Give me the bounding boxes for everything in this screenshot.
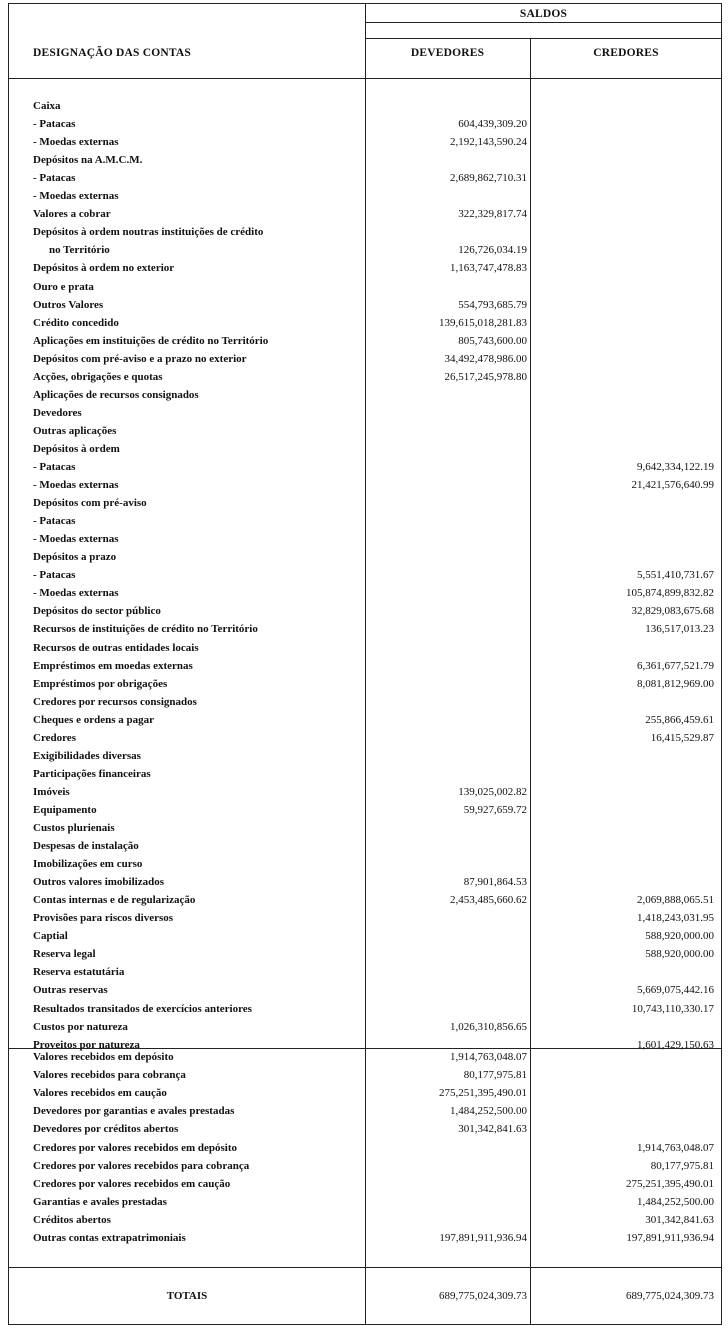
table-row <box>9 584 723 602</box>
debit-value: 2,689,862,710.31 <box>450 172 527 185</box>
account-label: Custos plurienais <box>33 822 115 834</box>
table-row <box>9 819 723 837</box>
table-row <box>9 639 723 657</box>
account-label: Aplicações de recursos consignados <box>33 388 199 401</box>
credit-value: 1,601,429,150.63 <box>637 1038 714 1051</box>
table-row <box>9 278 723 296</box>
account-label: Outras aplicações <box>33 424 117 437</box>
table-row <box>9 1229 723 1247</box>
table-row <box>9 1084 723 1102</box>
table-row <box>9 1000 723 1018</box>
table-row <box>9 981 723 999</box>
balance-table <box>8 3 722 1325</box>
account-label: Depósitos à ordem noutras instituições de crédito <box>33 226 264 239</box>
debit-value: 87,901,864.53 <box>463 876 527 889</box>
account-label: Reserva estatutária <box>33 966 125 979</box>
table-row <box>9 1193 723 1211</box>
account-label: Devedores <box>33 406 82 419</box>
account-label: Despesas de instalação <box>33 840 139 853</box>
credit-value: 1,418,243,031.95 <box>637 912 714 925</box>
saldos-underline <box>365 22 722 23</box>
table-row <box>9 657 723 675</box>
table-row <box>9 368 723 386</box>
table-row <box>9 404 723 422</box>
account-label: Aplicações em instituições de crédito no Território <box>33 334 269 347</box>
credit-value: 588,920,000.00 <box>645 930 714 943</box>
debit-value: 139,025,002.82 <box>458 785 527 798</box>
account-label: - Patacas <box>33 118 76 131</box>
account-label: Depósitos a prazo <box>33 551 117 564</box>
debit-value: 126,726,034.19 <box>458 244 527 257</box>
account-label: Reserva legal <box>33 948 96 961</box>
table-row <box>9 241 723 259</box>
table-row <box>9 1211 723 1229</box>
account-label: Caixa <box>33 100 61 112</box>
totals-row <box>9 1287 723 1307</box>
table-row <box>9 675 723 693</box>
debit-value: 139,615,018,281.83 <box>439 316 527 329</box>
header-bottom-line <box>9 78 722 79</box>
account-label: Proveitos por natureza <box>33 1038 140 1051</box>
table-row <box>9 205 723 223</box>
account-label: Credores por valores recebidos em caução <box>33 1177 231 1190</box>
account-label: Crédito concedido <box>33 316 119 329</box>
table-row <box>9 873 723 891</box>
table-row <box>9 963 723 981</box>
credit-value: 5,669,075,442.16 <box>637 984 714 997</box>
credit-value: 10,743,110,330.17 <box>631 1002 714 1015</box>
account-label: - Moedas externas <box>33 136 119 149</box>
account-label: Provisões para riscos diversos <box>33 912 174 925</box>
credit-value: 275,251,395,490.01 <box>626 1177 714 1190</box>
account-label: - Moedas externas <box>33 479 119 492</box>
account-label: Outros Valores <box>33 298 104 311</box>
credit-value: 21,421,576,640.99 <box>631 479 714 492</box>
account-label: Contas internas e de regularização <box>33 894 196 907</box>
account-label: - Patacas <box>33 569 76 582</box>
debit-value: 1,484,252,500.00 <box>450 1105 527 1118</box>
account-label: Imobilizações em curso <box>33 858 143 871</box>
debit-value: 554,793,685.79 <box>458 298 527 311</box>
table-row <box>9 350 723 368</box>
table-row <box>9 909 723 927</box>
table-row <box>9 458 723 476</box>
credit-value: 2,069,888,065.51 <box>637 894 714 907</box>
credit-value: 5,551,410,731.67 <box>637 569 714 582</box>
account-label: - Moedas externas <box>33 533 119 546</box>
table-row <box>9 891 723 909</box>
table-row <box>9 133 723 151</box>
totals-credit: 689,775,024,309.73 <box>626 1290 714 1302</box>
table-row <box>9 530 723 548</box>
table-row <box>9 512 723 530</box>
table-row <box>9 440 723 458</box>
table-row <box>9 801 723 819</box>
table-row <box>9 1048 723 1066</box>
table-row <box>9 332 723 350</box>
account-label: Valores recebidos em caução <box>33 1087 167 1100</box>
table-row <box>9 765 723 783</box>
account-label: Depósitos à ordem <box>33 442 120 455</box>
account-label: Empréstimos em moedas externas <box>33 659 193 672</box>
table-row <box>9 1139 723 1157</box>
table-row <box>9 747 723 765</box>
table-row <box>9 296 723 314</box>
table-row <box>9 945 723 963</box>
credit-value: 6,361,677,521.79 <box>637 659 714 672</box>
table-row <box>9 187 723 205</box>
account-label: - Patacas <box>33 461 76 473</box>
table-row <box>9 855 723 873</box>
table-row <box>9 386 723 404</box>
account-label: Devedores por garantias e avales prestadas <box>33 1105 235 1118</box>
account-label: Imóveis <box>33 785 70 798</box>
table-row <box>9 711 723 729</box>
saldos-heading: SALDOS <box>519 8 568 20</box>
table-row <box>9 422 723 440</box>
table-row <box>9 494 723 512</box>
table-row <box>9 1102 723 1120</box>
account-label: Participações financeiras <box>33 767 151 780</box>
debit-value: 805,743,600.00 <box>458 334 527 347</box>
table-row <box>9 927 723 945</box>
designation-heading: DESIGNAÇÃO DAS CONTAS <box>33 47 191 59</box>
account-label: no Território <box>49 244 110 257</box>
credit-value: 16,415,529.87 <box>650 731 714 744</box>
debit-value: 322,329,817.74 <box>458 208 527 221</box>
account-label: Credores por valores recebidos em depósito <box>33 1141 237 1154</box>
account-label: Outros valores imobilizados <box>33 876 164 889</box>
debit-value: 1,026,310,856.65 <box>450 1020 527 1033</box>
table-row <box>9 1120 723 1138</box>
account-label: Depósitos à ordem no exterior <box>33 262 175 275</box>
account-label: Outras contas extrapatrimoniais <box>33 1232 186 1244</box>
debit-value: 1,163,747,478.83 <box>450 262 527 275</box>
account-label: Credores <box>33 731 76 744</box>
account-label: - Moedas externas <box>33 587 119 600</box>
credit-value: 1,914,763,048.07 <box>637 1141 714 1154</box>
totals-debit: 689,775,024,309.73 <box>439 1290 527 1302</box>
account-label: Custos por natureza <box>33 1020 128 1033</box>
account-label: Exigibilidades diversas <box>33 749 141 762</box>
table-row <box>9 223 723 241</box>
account-label: - Patacas <box>33 172 76 185</box>
credit-value: 32,829,083,675.68 <box>631 605 714 618</box>
table-row <box>9 1157 723 1175</box>
table-row <box>9 97 723 115</box>
credit-value: 105,874,899,832.82 <box>626 587 714 600</box>
debit-value: 80,177,975.81 <box>463 1069 527 1082</box>
credit-value: 588,920,000.00 <box>645 948 714 961</box>
table-row <box>9 314 723 332</box>
credit-value: 136,517,013.23 <box>645 623 714 636</box>
table-row <box>9 259 723 277</box>
table-row <box>9 151 723 169</box>
debit-value: 26,517,245,978.80 <box>444 370 527 383</box>
table-row <box>9 548 723 566</box>
credit-value: 255,866,459.61 <box>645 713 714 726</box>
account-label: Outras reservas <box>33 984 108 997</box>
credit-value: 301,342,841.63 <box>645 1213 714 1226</box>
table-row <box>9 115 723 133</box>
account-label: Depósitos com pré-aviso <box>33 497 147 510</box>
credit-value: 1,484,252,500.00 <box>637 1195 714 1208</box>
account-label: Depósitos com pré-aviso e a prazo no exterior <box>33 352 247 365</box>
table-row <box>9 1175 723 1193</box>
debit-value: 2,192,143,590.24 <box>450 136 527 149</box>
account-label: Equipamento <box>33 803 97 816</box>
debit-value: 301,342,841.63 <box>458 1123 527 1136</box>
debit-value: 34,492,478,986.00 <box>444 352 527 365</box>
totals-separator <box>9 1267 722 1268</box>
account-label: Recursos de outras entidades locais <box>33 641 199 654</box>
table-row <box>9 169 723 187</box>
debit-value: 275,251,395,490.01 <box>439 1087 527 1100</box>
table-row <box>9 837 723 855</box>
account-label: Garantias e avales prestadas <box>33 1195 167 1208</box>
table-row <box>9 693 723 711</box>
account-label: Depósitos na A.M.C.M. <box>33 154 143 167</box>
account-label: Cheques e ordens a pagar <box>33 713 155 726</box>
debit-value: 2,453,485,660.62 <box>450 894 527 907</box>
account-label: Devedores por créditos abertos <box>33 1123 179 1136</box>
table-row <box>9 729 723 747</box>
account-label: Acções, obrigações e quotas <box>33 370 163 383</box>
account-label: Captial <box>33 930 68 943</box>
table-row <box>9 1018 723 1036</box>
table-row <box>9 620 723 638</box>
debit-value: 59,927,659.72 <box>463 803 527 816</box>
credit-value: 80,177,975.81 <box>650 1159 714 1172</box>
account-label: Valores a cobrar <box>33 208 111 221</box>
credit-value: 8,081,812,969.00 <box>637 677 714 690</box>
table-row <box>9 1066 723 1084</box>
account-label: Créditos abertos <box>33 1213 111 1226</box>
account-label: Depósitos do sector público <box>33 605 161 618</box>
table-row <box>9 783 723 801</box>
debit-value: 604,439,309.20 <box>458 118 527 131</box>
debit-heading: DEVEDORES <box>410 47 485 59</box>
account-label: Recursos de instituições de crédito no Território <box>33 623 258 636</box>
credit-heading: CREDORES <box>593 47 659 59</box>
account-label: Empréstimos por obrigações <box>33 677 168 690</box>
debit-value: 197,891,911,936.94 <box>439 1232 527 1244</box>
credit-value: 9,642,334,122.19 <box>637 461 714 473</box>
account-label: Credores por valores recebidos para cobrança <box>33 1159 250 1172</box>
account-label: Resultados transitados de exercícios anteriores <box>33 1002 252 1015</box>
saldos-double-line <box>365 38 722 39</box>
account-label: - Patacas <box>33 515 76 528</box>
totals-label: TOTAIS <box>166 1290 208 1302</box>
table-row <box>9 602 723 620</box>
account-label: Valores recebidos em depósito <box>33 1051 174 1063</box>
account-label: Credores por recursos consignados <box>33 695 197 708</box>
account-label: Ouro e prata <box>33 280 94 293</box>
table-row <box>9 476 723 494</box>
account-label: Valores recebidos para cobrança <box>33 1069 186 1082</box>
credit-value: 197,891,911,936.94 <box>626 1232 714 1244</box>
account-label: - Moedas externas <box>33 190 119 203</box>
table-row <box>9 566 723 584</box>
debit-value: 1,914,763,048.07 <box>450 1051 527 1063</box>
